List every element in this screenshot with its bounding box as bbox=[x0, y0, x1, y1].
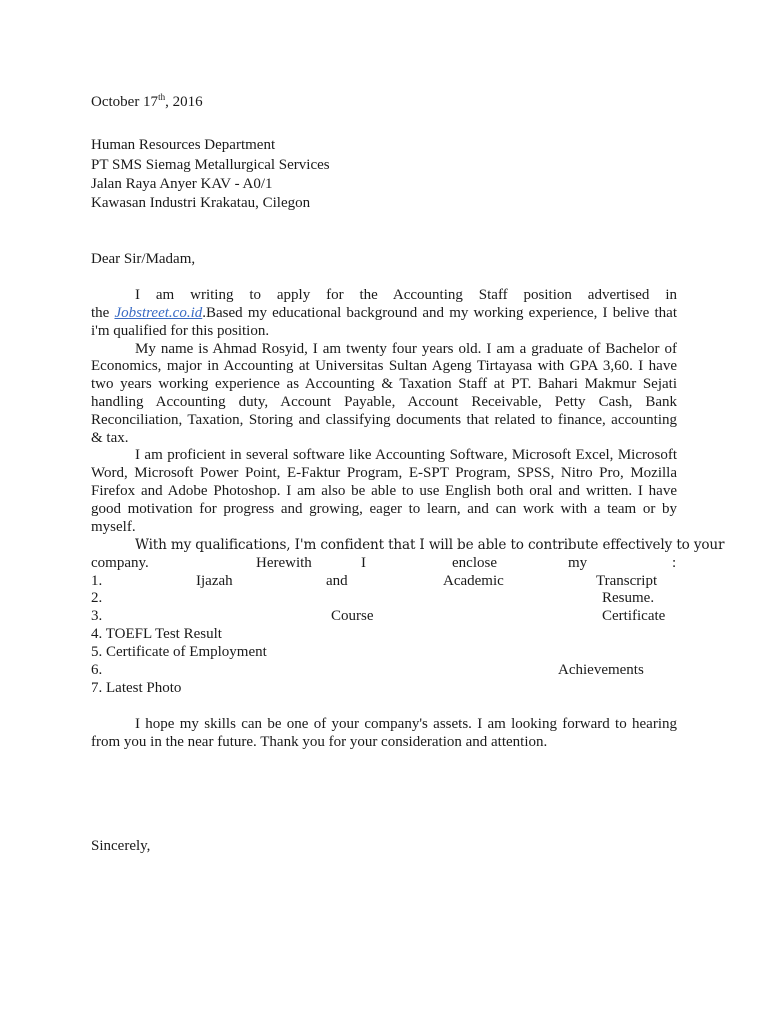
paragraph-line: I am writing to apply for the Accounting Staff position advertised in bbox=[135, 287, 677, 303]
recipient-line: PT SMS Siemag Metallurgical Services bbox=[91, 157, 330, 173]
paragraph-line: i'm qualified for this position. bbox=[91, 323, 270, 339]
salutation: Dear Sir/Madam, bbox=[91, 251, 196, 267]
paragraph-line: Economics, major in Accounting at Universitas Sultan Ageng Tirtayasa with GPA 3,60. I have bbox=[91, 358, 677, 374]
recipient-line: Kawasan Industri Krakatau, Cilegon bbox=[91, 195, 311, 211]
paragraph-line: My name is Ahmad Rosyid, I am twenty four years old. I am a graduate of Bachelor of bbox=[135, 341, 677, 357]
enclosure-item: 5. Certificate of Employment bbox=[91, 644, 267, 660]
recipient-line: Jalan Raya Anyer KAV - A0/1 bbox=[91, 176, 273, 192]
date-text: October 17 bbox=[91, 94, 159, 110]
enclosure-item: 4. TOEFL Test Result bbox=[91, 626, 222, 642]
date-ordinal: th bbox=[158, 92, 166, 102]
paragraph-line: I am proficient in several software like Accounting Software, Microsoft Excel, Microsoft bbox=[135, 447, 677, 463]
paragraph-line: two years working experience as Accounting & Taxation Staff at PT. Bahari Makmur Sejati bbox=[91, 376, 677, 392]
paragraph-line: Reconciliation, Taxation, Storing and classifying documents that related to finance, accounting bbox=[91, 412, 677, 428]
paragraph-line: myself. bbox=[91, 519, 136, 535]
paragraph-line: With my qualifications, I'm confident that I will be able to contribute effectively to your bbox=[135, 537, 725, 553]
paragraph-line: good motivation for progress and growing, eager to learn, and can work with a team or by bbox=[91, 501, 677, 517]
paragraph-line: handling Accounting duty, Account Payable, Account Receivable, Petty Cash, Bank bbox=[91, 394, 677, 410]
cover-letter-page: October 17th, 2016 Human Resources Department PT SMS Siemag Metallurgical Services Jalan Raya Anyer KAV - A0/1 Kawasan Industri Krakatau, Cilegon Dear Sir/Madam, I am writing to apply for the Accounting Staff position advertised in the Jobstreet.co.id.Based my educational background and my working experience, I belive that i'm qualified for this position. My name is Ahmad Rosyid, I am twenty four years old. I am a graduate of Bachelor of Economics, major in Accounting at Universitas Sultan Ageng Tirtayasa with GPA 3,60. I have two years working experience as Accounting & Taxation Staff at PT. Bahari Makmur Sejati handling Accounting duty, Account Payable, Account Receivable, Petty Cash, Bank Reconciliation, Taxation, Storing and classifying documents that related to finance, accounting & tax. I am proficient in several software like Accounting Software, Microsoft Excel, Microsoft Word, Microsoft Power Point, E-Faktur Program, E-SPT Program, SPSS, Nitro Pro, Mozilla Firefox and Adobe Photoshop. I am also be able to use English both oral and written. I have good motivation for progress and growing, eager to learn, and can work with a team or by myself. With my qualifications, I'm confident that I will be able to contribute effectively to your company. Herewith I enclose my : 1. Ijazah and Academic Transcript 2. Resume. 3. Course Certificate 4. TOEFL Test Result 5. Certificate of Employment 6. Achievements 7. Latest Photo I hope my skills can be one of your company's assets. I am looking forward to hearing from you in the near future. Thank you for your consideration and attention. Sincerely, bbox=[91, 92, 725, 854]
paragraph-line: the Jobstreet.co.id.Based my educational background and my working experience, I belive that bbox=[91, 305, 677, 321]
paragraph-line: from you in the near future. Thank you for your consideration and attention. bbox=[91, 734, 548, 750]
closing-sincerely: Sincerely, bbox=[91, 838, 151, 854]
jobstreet-link[interactable]: Jobstreet.co.id bbox=[114, 305, 203, 321]
paragraph-line: Word, Microsoft Power Point, E-Faktur Program, E-SPT Program, SPSS, Nitro Pro, Mozilla bbox=[91, 465, 677, 481]
paragraph-line: I hope my skills can be one of your company's assets. I am looking forward to hearing bbox=[135, 716, 677, 732]
recipient-line: Human Resources Department bbox=[91, 137, 276, 153]
letter-date bbox=[91, 93, 203, 111]
enclosure-item: 7. Latest Photo bbox=[91, 680, 182, 696]
paragraph-line: & tax. bbox=[91, 430, 129, 446]
date-year: , 2016 bbox=[165, 94, 203, 110]
paragraph-line: Firefox and Adobe Photoshop. I am also be able to use English both oral and written. I have bbox=[91, 483, 677, 499]
